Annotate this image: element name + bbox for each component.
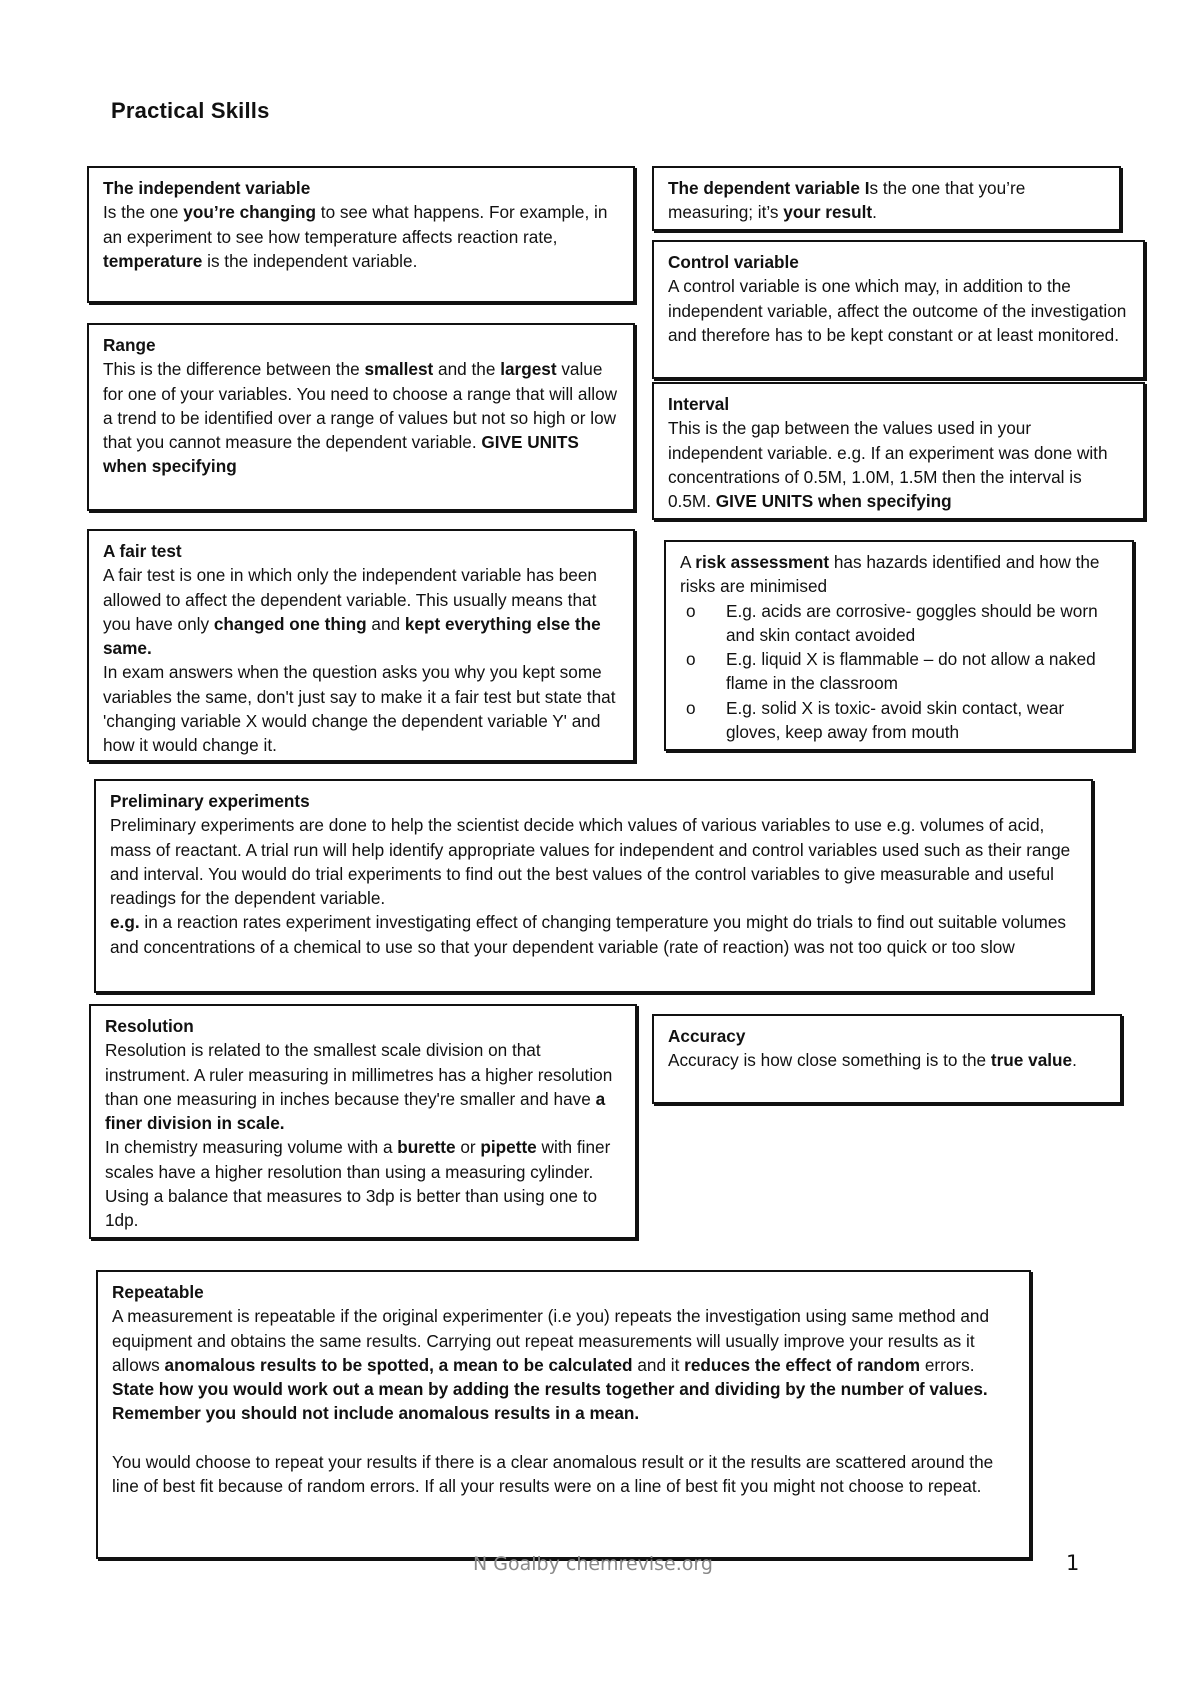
interval-text: This is the gap between the values used in your independent variable. e.g. If an experiment was done with concentrations of 0.5M, 1.0M, 1.5M then the interval is 0.5M. GIVE UNITS when specifying [668, 418, 1108, 512]
range-text: This is the difference between the smallest and the largest value for one of your variables. You need to choose a range that will allow a trend to be identified over a range of values but not so high or low that you cannot measure the dependent variable. GIVE UNITS when specifying [103, 359, 618, 477]
accuracy-box [652, 1014, 1122, 1104]
independent-variable-heading: The independent variable [103, 178, 311, 198]
interval-heading: Interval [668, 394, 730, 414]
list-item: o E.g. acids are corrosive- goggles should be worn and skin contact avoided [686, 600, 1098, 645]
fair-test-exam-text: In exam answers when the question asks you why you kept some variables the same, don't just say to make it a fair test but state that 'changing variable X would change the dependent variable Y' and how it would change it. [103, 662, 616, 756]
accuracy-heading: Accuracy [668, 1026, 746, 1046]
resolution-heading: Resolution [105, 1016, 194, 1036]
control-variable-heading: Control variable [668, 252, 799, 272]
repeatable-heading: Repeatable [112, 1282, 204, 1302]
range-heading: Range [103, 335, 156, 355]
preliminary-experiments-text: Preliminary experiments are done to help the scientist decide which values of various variables to use e.g. volumes of acid, mass of reactant. A trial run will help identify appropriate values for independent and control variables used such as their range and interval. You would do trial experiments to find out the best values of the control variables to give measurable and useful readings for the dependent variable. [110, 815, 1071, 909]
repeatable-box [96, 1270, 1031, 1559]
independent-variable-text: Is the one you’re changing to see what happens. For example, in an experiment to see how temperature affects reaction rate, temperature is the independent variable. [103, 202, 608, 271]
preliminary-experiments-box [94, 779, 1093, 993]
fair-test-box [87, 529, 635, 762]
interval-box [652, 382, 1145, 520]
footer-credit: N Goalby chemrevise.org [473, 1553, 713, 1575]
independent-variable-box [87, 166, 635, 303]
fair-test-text: A fair test is one in which only the independent variable has been allowed to affect the dependent variable. This usually means that you have only changed one thing and kept everything else the same. [103, 565, 601, 659]
resolution-text: Resolution is related to the smallest scale division on that instrument. A ruler measuring in millimetres has a higher resolution than one measuring in inches because they're smaller and have a finer division in scale. [105, 1040, 613, 1134]
list-item: o E.g. liquid X is flammable – do not allow a naked flame in the classroom [686, 649, 1096, 694]
control-variable-box [652, 240, 1145, 379]
page-number: 1 [1066, 1551, 1080, 1575]
dependent-variable-text: The dependent variable Is the one that you’re measuring; it’s your result. [668, 178, 1026, 223]
preliminary-experiments-example: e.g. in a reaction rates experiment investigating effect of changing temperature you might do trials to find out suitable volumes and concentrations of a chemical to use so that your dependent variable (rate of reaction) was not too quick or too slow [110, 912, 1067, 957]
repeatable-text: A measurement is repeatable if the original experimenter (i.e you) repeats the investigation using same method and equipment and obtains the same results. Carrying out repeat measurements will usually improve your results as it allows anomalous results to be spotted, a mean to be calculated and it reduces the effect of random errors. State how you would work out a mean by adding the results together and dividing by the number of values. Remember you should not include anomalous results in a mean. [112, 1306, 990, 1424]
resolution-chemistry-text: In chemistry measuring volume with a burette or pipette with finer scales have a higher resolution than using a measuring cylinder. Using a balance that measures to 3dp is better than using one to 1dp. [105, 1137, 611, 1231]
risk-assessment-intro: A risk assessment has hazards identified and how the risks are minimised [680, 552, 1100, 597]
range-box [87, 323, 635, 511]
risk-assessment-box [664, 540, 1134, 751]
fair-test-heading: A fair test [103, 541, 182, 561]
repeatable-choice-text: You would choose to repeat your results if there is a clear anomalous result or it the results are scattered around the line of best fit because of random errors. If all your results were on a line of best fit you might not choose to repeat. [112, 1451, 994, 1497]
dependent-variable-box [652, 166, 1121, 231]
preliminary-experiments-heading: Preliminary experiments [110, 791, 310, 811]
control-variable-text: A control variable is one which may, in addition to the independent variable, affect the outcome of the investigation and therefore has to be kept constant or at least monitored. [668, 276, 1127, 345]
page-title: Practical Skills [111, 98, 270, 123]
resolution-box [89, 1004, 637, 1239]
accuracy-text: Accuracy is how close something is to the true value. [668, 1050, 1077, 1071]
list-item: o E.g. solid X is toxic- avoid skin contact, wear gloves, keep away from mouth [686, 697, 1065, 743]
